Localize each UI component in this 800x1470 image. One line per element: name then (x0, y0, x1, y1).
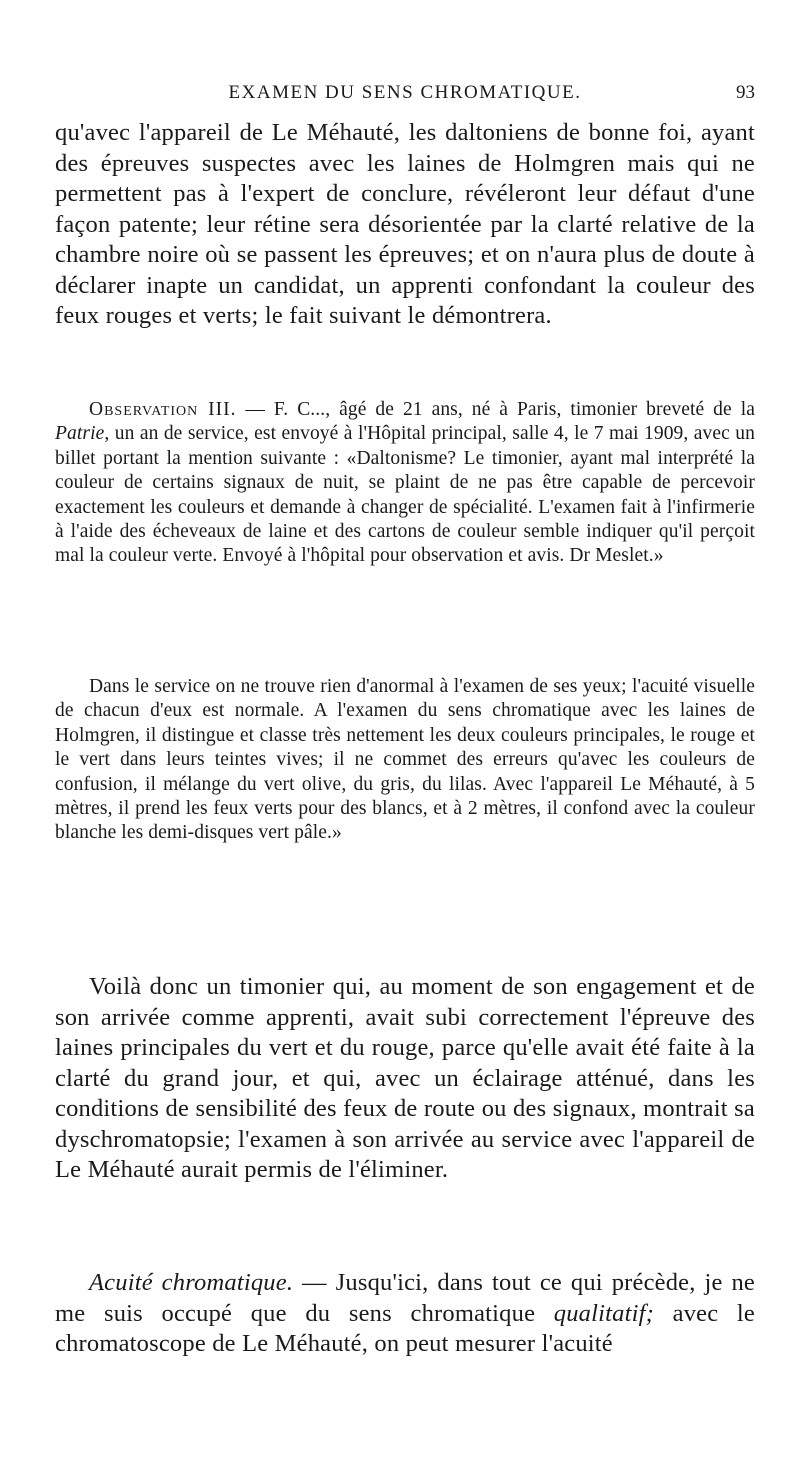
chromatic-acuity-part1: — Jusqu'ici, dans tout ce qui précède, je ne me suis occupé que du sens chromatique (55, 1269, 755, 1327)
conclusion-text: Voilà donc un timonier qui, au moment de son engagement et de son arrivée comme apprenti, avait subi correctement l'épreuve des laines principales du vert et du rouge, parce qu'elle avait été faite à la clarté du grand jour, et qui, avec un éclairage atténué, dans les conditions de sensibilité des feux de route ou des signaux, montrait sa dyschromatopsie; l'examen à son arrivée au service avec l'appareil de Le Méhauté aurait permis de l'éliminer. (55, 973, 755, 1183)
conclusion-paragraph (55, 972, 755, 1186)
paragraph-continuation (55, 118, 755, 332)
page-number: 93 (736, 82, 755, 103)
running-title: EXAMEN DU SENS CHROMATIQUE. (228, 82, 582, 103)
chromatic-acuity-paragraph (55, 1268, 755, 1360)
observation-paragraph (55, 398, 755, 569)
running-head (55, 78, 755, 108)
section-heading: Acuité chromatique. (89, 1269, 294, 1296)
emphasized-word: qualitatif; (553, 1299, 654, 1327)
observation-label: Observation III. (89, 399, 237, 420)
observation-text-part1: — F. C..., âgé de 21 ans, né à Paris, timonier breveté de la (236, 399, 755, 420)
examination-paragraph (55, 675, 755, 846)
chromatic-acuity-text (55, 1268, 755, 1360)
book-page (55, 0, 755, 1470)
examination-text: Dans le service on ne trouve rien d'anormal à l'examen de ses yeux; l'acuité visuelle de chacun d'eux est normale. A l'examen du sens chromatique avec les laines de Holmgren, il distingue et classe très nettement les deux couleurs principales, le rouge et le vert dans leurs teintes vives; il ne commet des erreurs qu'avec les couleurs de confusion, il mélange du vert olive, du gris, du lilas. Avec l'appareil Le Méhauté, à 5 mètres, il prend les feux verts pour des blancs, et à 2 mètres, il confond avec la couleur blanche les demi-disques vert pâle.» (55, 676, 755, 844)
paragraph-text: qu'avec l'appareil de Le Méhauté, les daltoniens de bonne foi, ayant des épreuves suspectes avec les laines de Holmgren mais qui ne permettent pas à l'expert de conclure, révéleront leur défaut d'une façon patente; leur rétine sera désorientée par la clarté relative de la chambre noire où se passent les épreuves; et on n'aura plus de doute à déclarer inapte un candidat, un apprenti confondant la couleur des feux rouges et verts; le fait suivant le démontrera. (55, 119, 755, 329)
chromatic-acuity-part2: avec le chromatoscope de Le Méhauté, on peut mesurer l'acuité (55, 1299, 756, 1357)
ship-name: Patrie (55, 423, 105, 445)
observation-text-part2: , un an de service, est envoyé à l'Hôpital principal, salle 4, le 7 mai 1909, avec un billet portant la mention suivante : «Daltonisme? Le timonier, ayant mal interprété la couleur de certains signaux de nuit, se plaint de ne pas être capable de percevoir exactement les couleurs et demande à changer de spécialité. L'examen fait à l'infirmerie à l'aide des écheveaux de laine et des cartons de couleur semble indiquer qu'il perçoit mal la couleur verte. Envoyé à l'hôpital pour observation et avis. Dr Meslet.» (55, 423, 755, 567)
observation-text (55, 398, 755, 569)
